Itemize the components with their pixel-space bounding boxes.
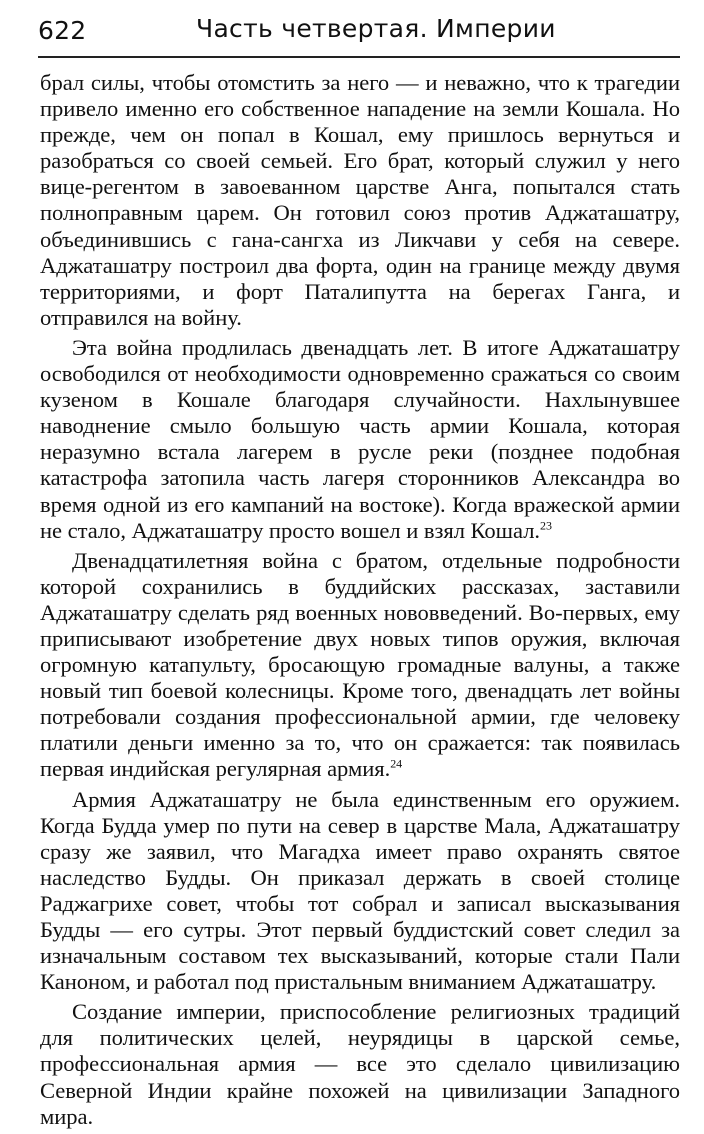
paragraph-2-text: Эта война продлилась двенадцать лет. В итоге Аджаташатру освободился от необходимости одновременно сражаться со своим кузеном в Кошале благодаря случайности. Нахлынувшее наводнение смыло большую часть армии Кошала, которая неразумно встала лагерем в русле реки (позднее подобная катастрофа затопила часть лагеря сторонников Александра во время одной из его кампаний на востоке). Когда вражеской армии не стало, Аджаташатру просто вошел и взял Кошал. — [40, 334, 680, 543]
paragraph-2 — [40, 335, 680, 544]
paragraph-1 — [40, 70, 680, 331]
paragraph-4-text: Армия Аджаташатру не была единственным его оружием. Когда Будда умер по пути на север в царстве Мала, Аджаташатру сразу же заявил, что Магадха имеет право охранять святое наследство Будды. Он приказал держать в своей столице Раджагрихе совет, чтобы тот собрал и записал высказывания Будды — его сутры. Этот первый буддистский совет следил за изначальным составом тех высказываний, которые стали Пали Каноном, и работал под пристальным вниманием Аджаташатру. — [40, 786, 680, 995]
paragraph-1-text: брал силы, чтобы отомстить за него — и неважно, что к трагедии привело именно его собственное нападение на земли Кошала. Но прежде, чем он попал в Кошал, ему пришлось вернуться и разобраться со своей семьей. Его брат, который служил у него вице-регентом в завоеванном царстве Анга, попытался стать полноправным царем. Он готовил союз против Аджаташатру, объединившись с гана-сангха из Ликчави у себя на севере. Аджаташатру построил два форта, один на границе между двумя территориями, и форт Паталипутта на берегах Ганга, и отправился на войну. — [40, 70, 680, 330]
footnote-ref-24: 24 — [390, 756, 403, 771]
page-header — [38, 8, 678, 52]
paragraph-5-text: Создание империи, приспособление религиозных традиций для политических целей, неурядицы в царской семье, профессиональная армия — все это сделало цивилизацию Северной Индии крайне похожей на цивилизации Западного мира. — [40, 999, 680, 1129]
paragraph-5 — [40, 999, 680, 1129]
body-text — [40, 70, 680, 1134]
footnote-ref-23: 23 — [540, 518, 552, 533]
paragraph-3-text: Двенадцатилетняя война с братом, отдельные подробности которой сохранились в буддийских рассказах, заставили Аджаташатру сделать ряд военных нововведений. Во-первых, ему приписывают изобретение двух новых типов оружия, включая огромную катапульту, бросающую громадные валуны, а также новый тип боевой колесницы. Кроме того, двенадцать лет войны потребовали создания профессиональной армии, где человеку платили деньги именно за то, что он сражается: так появилась первая индийская регулярная армия. — [40, 547, 680, 782]
page-number: 622 — [38, 16, 87, 45]
header-divider — [38, 56, 680, 58]
paragraph-4 — [40, 787, 680, 996]
running-title: Часть четвертая. Империи — [196, 14, 556, 43]
paragraph-3 — [40, 548, 680, 783]
